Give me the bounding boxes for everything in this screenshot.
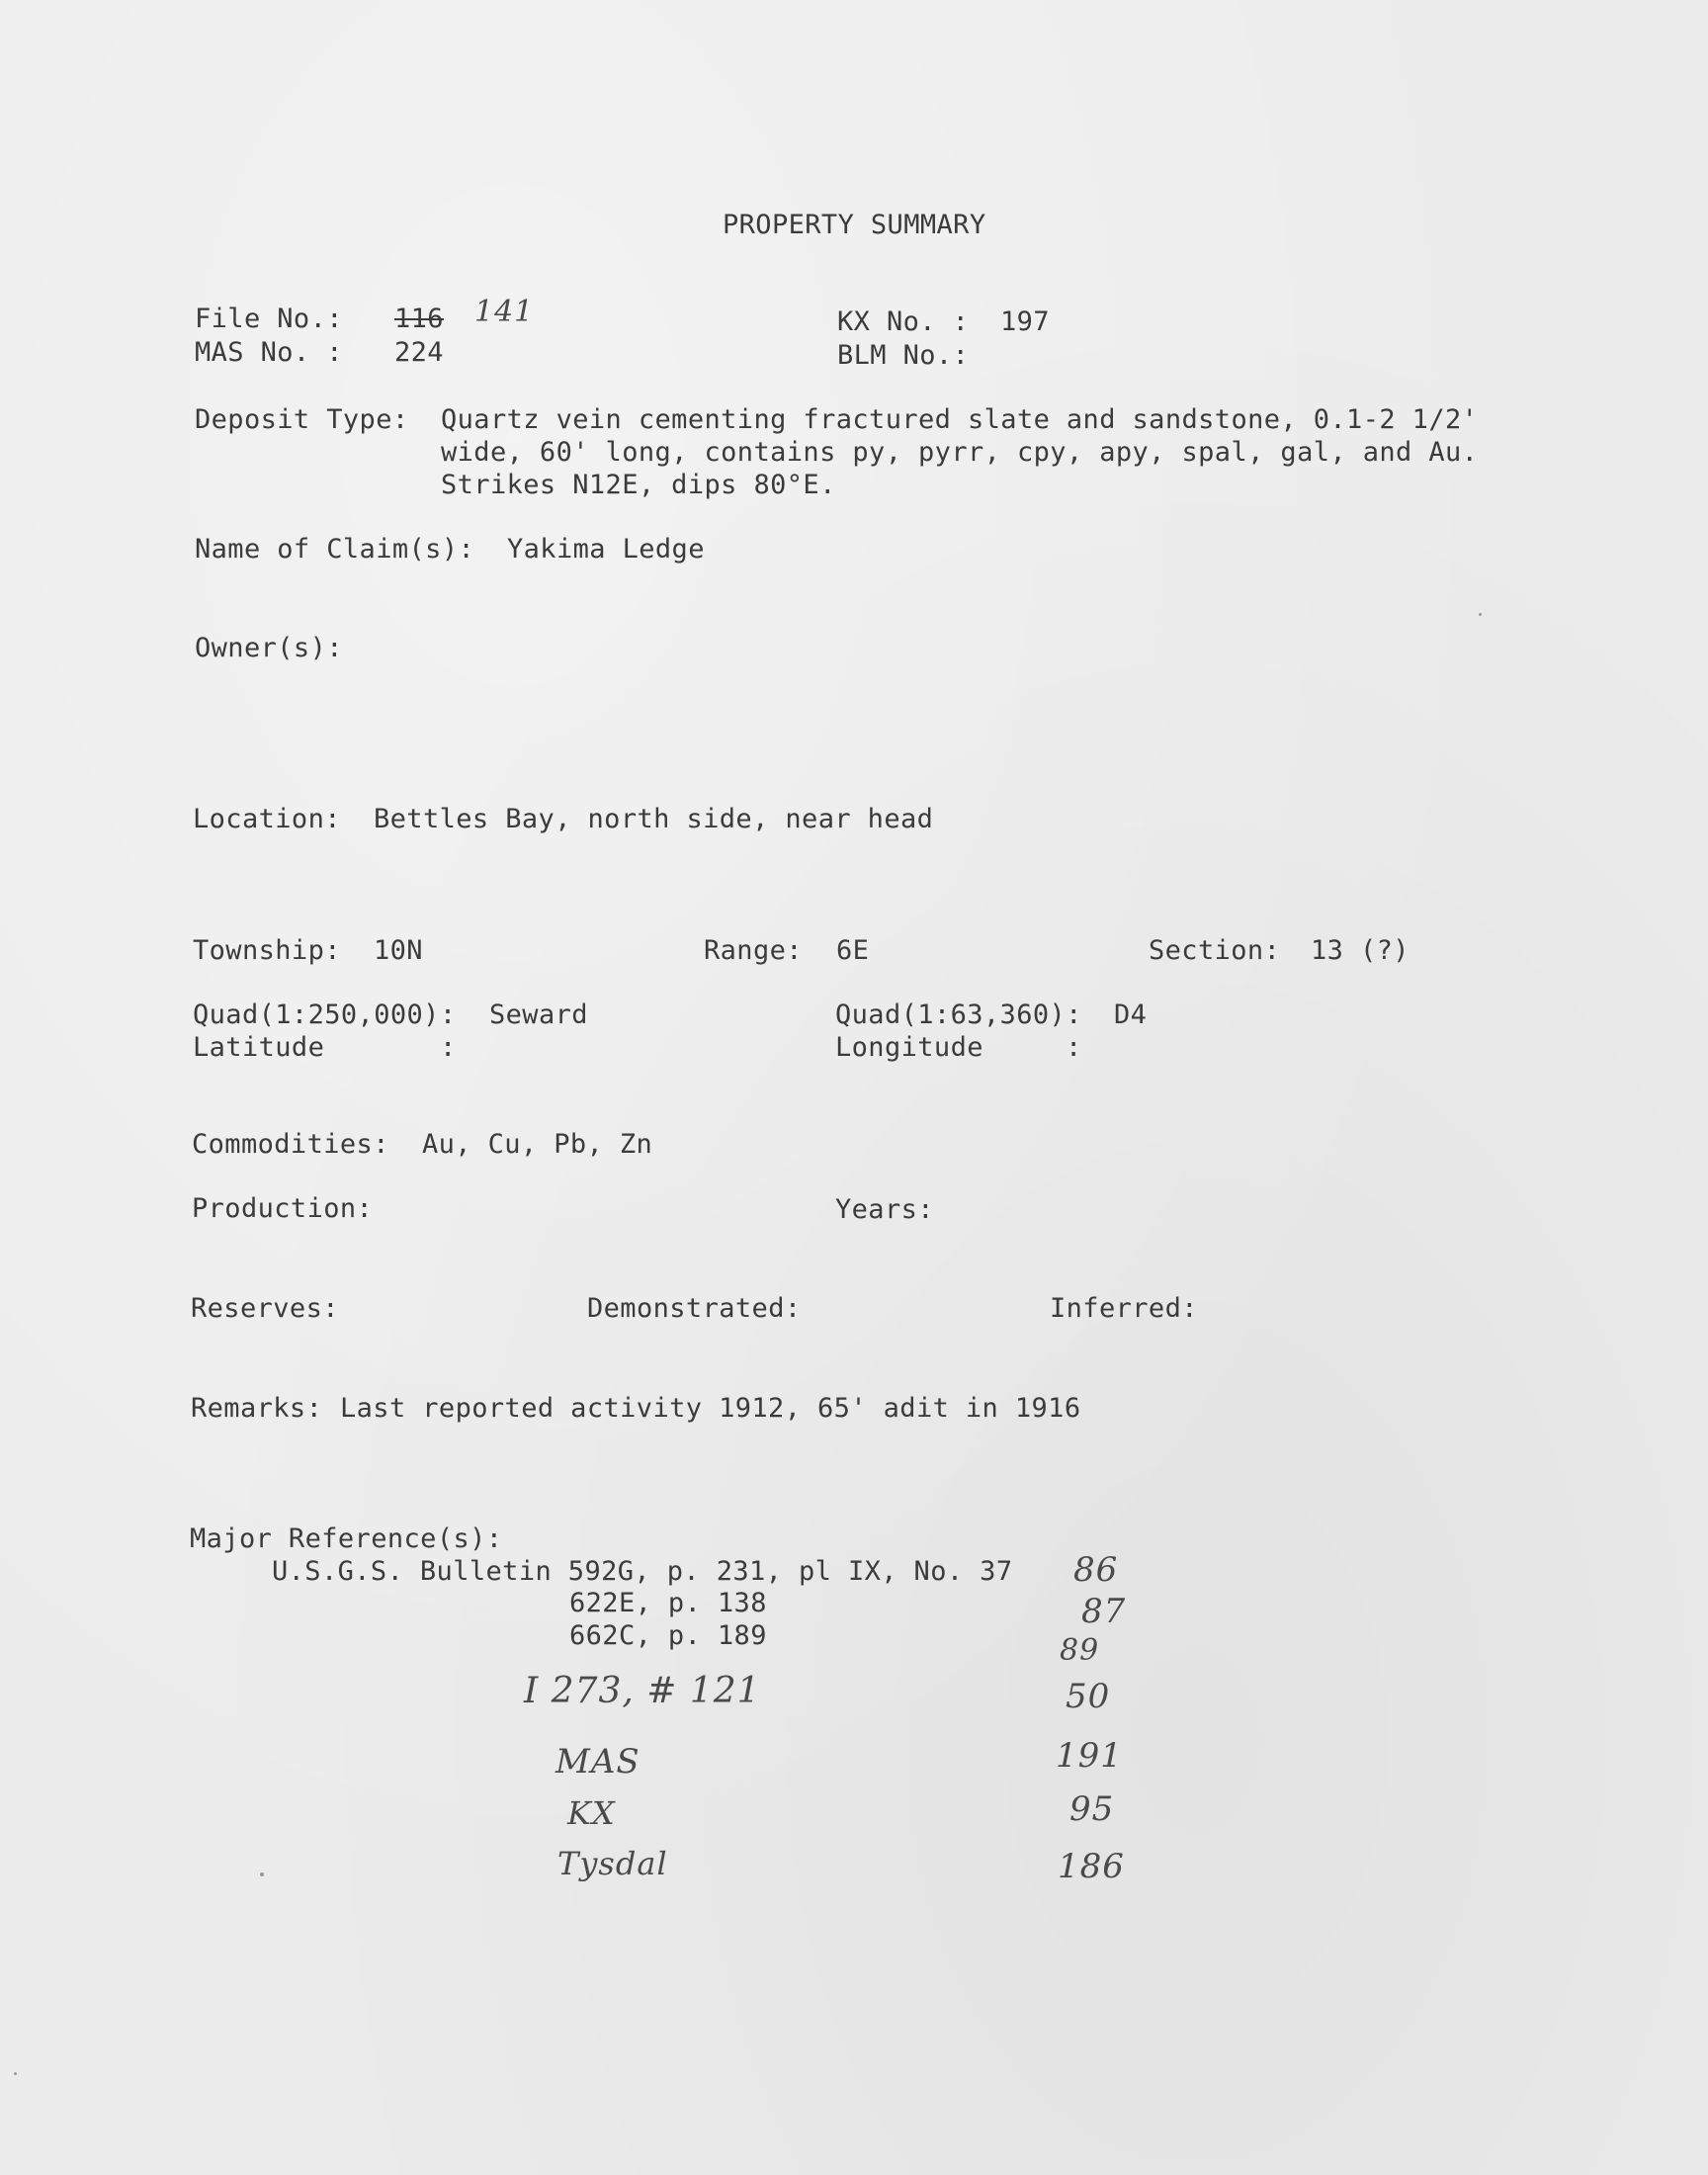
reference-page-number: 86 — [1073, 1550, 1119, 1590]
township-value: 10N — [374, 935, 423, 966]
location-value: Bettles Bay, north side, near head — [374, 804, 934, 834]
inferred-label: Inferred: — [1050, 1293, 1198, 1324]
reference-handwritten: KX — [567, 1794, 616, 1832]
commodities-value: Au, Cu, Pb, Zn — [422, 1129, 653, 1160]
blm-no-label: BLM No.: — [837, 340, 970, 371]
township-label: Township: — [193, 935, 341, 966]
reserves-label: Reserves: — [191, 1293, 339, 1324]
references-label: Major Reference(s): — [190, 1523, 503, 1554]
quad-63-value: D4 — [1114, 1000, 1148, 1030]
location-label: Location: — [193, 804, 341, 834]
deposit-type-line: Strikes N12E, dips 80°E. — [441, 470, 836, 500]
file-no-new-value: 141 — [474, 295, 535, 329]
production-label: Production: — [192, 1193, 374, 1224]
file-no-old-value: 116 — [394, 304, 444, 334]
section-label: Section: — [1149, 935, 1281, 966]
reference-page-number: 191 — [1056, 1736, 1123, 1776]
mas-no-label: MAS No. : — [195, 337, 343, 368]
latitude-label: Latitude — [193, 1032, 325, 1063]
scan-speck — [14, 2072, 17, 2075]
reference-page-number: 89 — [1060, 1633, 1100, 1668]
quad-250-label: Quad(1:250,000): — [193, 1000, 457, 1030]
quad-63-label: Quad(1:63,360): — [835, 1000, 1082, 1030]
section-value: 13 (?) — [1311, 935, 1409, 966]
kx-no-label: KX No. : — [837, 306, 970, 337]
reference-page-number: 50 — [1066, 1677, 1111, 1716]
reference-page-number: 87 — [1081, 1592, 1127, 1631]
commodities-label: Commodities: — [192, 1129, 389, 1160]
reference-handwritten: MAS — [555, 1742, 640, 1782]
page-title: PROPERTY SUMMARY — [723, 210, 986, 240]
deposit-type-line: wide, 60' long, contains py, pyrr, cpy, apy, spal, gal, and Au. — [441, 437, 1479, 468]
reference-handwritten: Tysdal — [557, 1845, 668, 1882]
scan-speck — [1479, 613, 1482, 616]
mas-no-value: 224 — [394, 337, 444, 368]
longitude-label: Longitude — [835, 1032, 983, 1063]
deposit-type-label: Deposit Type: — [195, 404, 409, 435]
kx-no-value: 197 — [1000, 306, 1050, 337]
remarks-value: Last reported activity 1912, 65' adit in 1916 — [340, 1393, 1081, 1424]
years-label: Years: — [835, 1194, 934, 1225]
reference-handwritten: I 273, # 121 — [524, 1671, 761, 1711]
deposit-type-line: Quartz vein cementing fractured slate and sandstone, 0.1-2 1/2' — [441, 404, 1479, 435]
file-no-label: File No.: — [195, 304, 343, 334]
owners-label: Owner(s): — [195, 633, 343, 663]
reference-typed: U.S.G.S. Bulletin 592G, p. 231, pl IX, No. 37 — [272, 1556, 1013, 1587]
longitude-sep: : — [1066, 1032, 1082, 1063]
quad-250-value: Seward — [489, 1000, 588, 1030]
reference-page-number: 186 — [1058, 1847, 1125, 1886]
latitude-sep: : — [440, 1032, 457, 1063]
remarks-label: Remarks: — [191, 1393, 323, 1424]
claims-label: Name of Claim(s): — [195, 534, 475, 565]
claims-value: Yakima Ledge — [507, 534, 705, 565]
scan-speck — [260, 1872, 264, 1876]
demonstrated-label: Demonstrated: — [587, 1293, 802, 1324]
range-label: Range: — [704, 935, 803, 966]
reference-typed: 622E, p. 138 — [569, 1588, 767, 1618]
range-value: 6E — [836, 935, 870, 966]
reference-page-number: 95 — [1069, 1789, 1115, 1829]
reference-typed: 662C, p. 189 — [569, 1620, 767, 1651]
